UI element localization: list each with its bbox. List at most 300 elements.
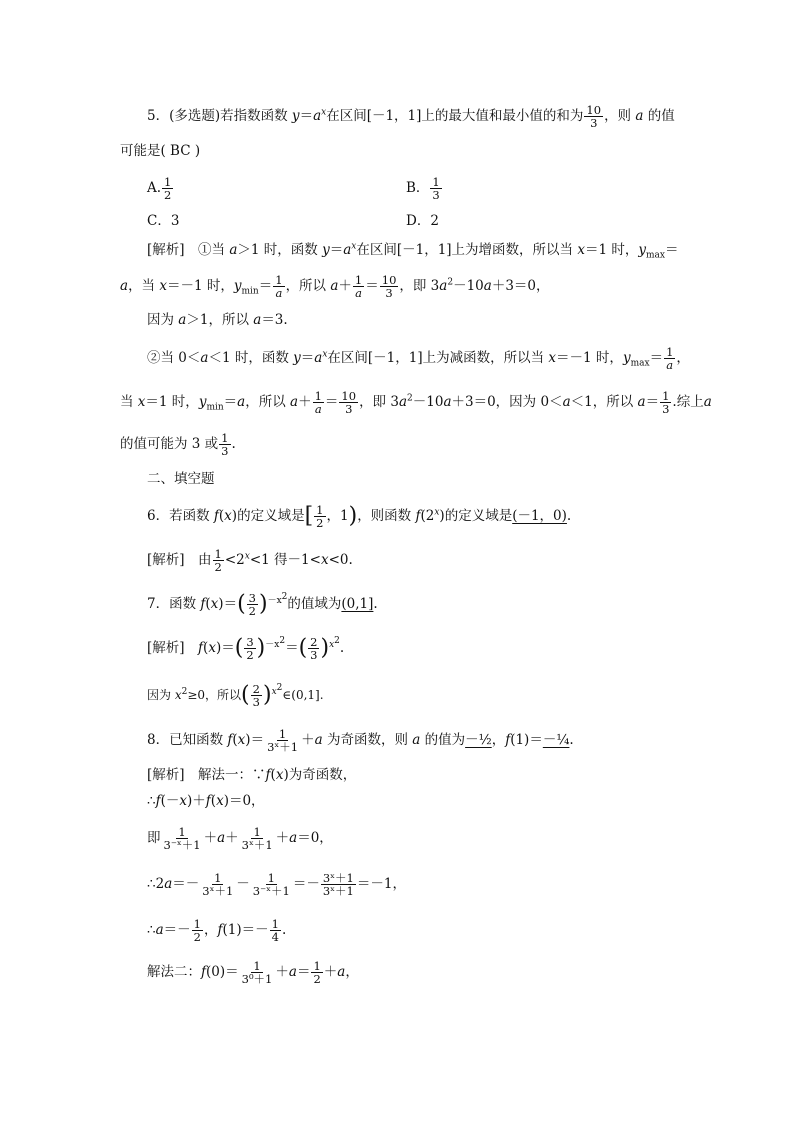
var: a [313,108,322,124]
fraction [273,274,284,299]
t: a [229,242,238,258]
t: f [505,732,511,748]
t: f [213,508,219,524]
t: ②当 0＜ [147,350,201,366]
t: ＝ [296,964,311,980]
t: f [205,793,211,809]
t: ， [676,350,690,366]
t: )＝ [218,596,238,612]
text: 的值 [643,108,675,124]
t: ＝ [649,350,664,366]
t: 即 [147,830,161,846]
t: ＝ [300,350,315,366]
t: ＝－ [172,876,200,892]
t: <1 得－1< [249,552,321,568]
t: 8．已知函数 [147,732,228,748]
close-paren: ) [256,635,266,661]
t: (1)＝ [510,732,543,748]
close-paren: ) [348,503,358,529]
t: <2 [224,552,245,568]
fraction [240,960,275,985]
t: min [241,286,259,297]
num: 1 [278,727,287,741]
num: 1 [275,273,283,287]
t: － [236,876,250,892]
fraction [247,592,258,617]
t: ( [218,508,225,524]
t: a [483,278,492,294]
t: 的值可能为 3 或 [120,436,219,452]
answer-blank-f1: －¼ [542,732,570,748]
t: f [198,640,204,656]
t: a [343,242,352,258]
t: ＜1 时，函数 [208,350,294,366]
q6-stem [147,504,571,529]
t: )的定义域是 [231,508,305,524]
t: ＋ [275,964,289,980]
q6-solution [147,548,353,573]
num: 1 [313,959,321,973]
den: 2 [164,188,172,202]
den: 3 [252,695,260,709]
t: 为奇函数，则 [322,732,413,748]
fraction [251,683,262,708]
text: ＝ [299,108,314,124]
exponent: x [321,107,327,118]
fraction [321,872,356,897]
t: 在区间[－1，1]上为增函数，所以当 [356,242,578,258]
q8-solution-line6 [147,960,359,985]
t: ＝0， [297,830,333,846]
var: a [635,108,644,124]
t: x [275,767,284,783]
t: )＝ [215,640,235,656]
t: ( [270,767,276,783]
t: ＋ [298,394,312,410]
close-paren: ) [262,682,272,708]
t: 2 [279,635,286,646]
t: a [439,278,448,294]
t: ＝ [645,394,660,410]
t: a [330,278,339,294]
num: 1 [267,871,275,885]
t: ＜1，所以 [570,394,638,410]
fraction [162,176,173,201]
t: ＝－ [292,876,320,892]
t: －x [267,595,282,606]
t: ＝1 时， [584,242,639,258]
fraction [311,960,322,985]
t: ，即 3 [359,394,399,410]
t: a [314,732,323,748]
num: 1 [164,175,172,189]
t: (－ [160,793,180,809]
open-paren: ( [234,635,244,661]
t: y [322,242,330,258]
den: 3 [310,648,318,662]
t: ＝－1 时， [166,278,234,294]
num: 1 [193,917,201,931]
num: 1 [271,917,279,931]
t: . [566,508,572,524]
t: a [562,394,571,410]
num: 1 [178,825,186,839]
t: a [178,312,187,328]
t: a [288,964,297,980]
t: f [200,596,206,612]
t: ＝ [365,278,379,294]
fraction [430,176,441,201]
label: B． [406,180,430,196]
t: a [200,350,209,366]
t: max [630,358,650,369]
t: x [224,508,232,524]
t: a [237,394,246,410]
t: f [155,793,161,809]
t: . [373,596,378,612]
den: 3 [345,402,353,416]
t: －x [265,639,280,650]
t: a [289,830,298,846]
t: ( [203,640,209,656]
open-paren: ( [241,682,250,708]
t: a [155,922,164,938]
q5-solution-line5 [120,390,712,415]
t: x [216,793,224,809]
t: 解法二： [147,964,201,980]
t: (0)＝ [206,964,239,980]
t: a [412,732,421,748]
text: ，则 [604,108,636,124]
fraction [270,918,281,943]
answer-blank-a: －½ [465,732,492,748]
num: 10 [341,389,357,403]
t: a [314,350,323,366]
q5-solution-line4 [147,346,690,371]
q7-solution-line1 [147,636,344,661]
t: ， [491,732,506,748]
t: x [210,596,219,612]
t: f [415,508,421,524]
t: ＋ [225,830,239,846]
t: <0. [328,552,353,568]
t: ＋ [275,830,290,846]
t: 的值为 [420,732,466,748]
den: 2 [214,560,222,574]
t: )＋ [187,793,206,809]
t: x [329,639,335,650]
den: a [666,358,674,372]
t: f [217,922,223,938]
fraction [339,390,358,415]
den: a [355,286,363,300]
t: a [120,278,129,294]
q5-stem-line1 [147,104,675,129]
t: [解析] [147,640,199,656]
t: ( [210,793,217,809]
t: ＋ [338,278,352,294]
fraction [308,636,319,661]
t: ，则函数 [357,508,416,524]
num: 10 [586,103,602,117]
q5-stem-line2: 可能是( BC ) [120,143,201,159]
num: 2 [310,635,318,649]
t: ＞1 时，函数 [237,242,323,258]
t: ＝3. [261,312,288,328]
t: 2 [407,393,413,404]
num: 1 [314,389,322,403]
fraction [162,826,203,851]
t: x [137,394,146,410]
t: . [281,922,287,938]
t: －10 [412,394,444,410]
t: [解析] ①当 [147,242,230,258]
fraction [213,548,224,573]
t: ，当 [128,278,160,294]
t: f [265,767,271,783]
t: ＋3＝0， [491,278,550,294]
t: f [201,964,206,980]
open-paren: ( [237,591,246,617]
t: ＝ [665,242,679,258]
t: y [622,350,631,366]
t: ＋ [203,830,218,846]
num: 1 [214,871,222,885]
den: 3ˣ＋1 [241,838,273,852]
t: ，所以 [285,278,331,294]
t: x [577,242,585,258]
fraction [584,104,603,129]
t: 6．若函数 [147,508,214,524]
t: a [164,876,173,892]
q5-solution-line6 [120,432,236,457]
den: 3⁻ˣ＋1 [163,838,201,852]
q7-solution-line2 [147,683,324,708]
fraction [200,872,235,897]
fraction [380,274,399,299]
q5-solution-line2 [120,274,550,299]
t: f [227,732,233,748]
answer-blank: (－1，0) [512,508,567,524]
t: 在区间[－1，1]上为减函数，所以当 [327,350,549,366]
t: ∴ [147,922,156,938]
label: A. [147,180,162,196]
t: )＝0， [223,793,265,809]
t: y [293,350,301,366]
t: y [233,278,242,294]
t: y [198,394,207,410]
t: a [253,312,262,328]
num: 1 [253,825,261,839]
den: 2 [313,972,321,986]
den: 2 [193,930,201,944]
den: a [275,286,283,300]
t: x [434,507,440,518]
fraction [660,390,671,415]
text: 5．(多选题)若指数函数 [147,108,292,124]
t: )的定义域是 [439,508,513,524]
t: a [443,394,452,410]
t: ，所以 [245,394,291,410]
t: ∴2 [147,876,165,892]
num: 10 [381,273,397,287]
t: a [217,830,226,846]
t: a [703,394,712,410]
close-paren: ) [259,591,268,617]
t: ＝ [258,278,273,294]
t: ＝ [223,394,238,410]
den: 3⁰＋1 [241,972,273,986]
den: 3 [590,116,598,130]
q8-solution-line5 [147,918,286,943]
t: ＝ [329,242,344,258]
t: .综上 [672,394,704,410]
q5-option-b [406,176,443,201]
t: )＝ [245,732,265,748]
t: 2 [334,635,340,646]
t: ，即 3 [399,278,440,294]
t: )为奇函数， [283,767,357,783]
open-bracket: [ [304,503,314,529]
den: 3 [221,444,229,458]
num: 1 [666,345,674,359]
q5-option-d: D．2 [406,213,439,229]
t: ， [203,922,218,938]
den: 3⁻ˣ＋1 [252,884,290,898]
q5-option-a [147,176,174,201]
q5-solution-line1 [147,241,679,259]
t: 2 [181,687,188,697]
t: x [351,241,357,252]
fraction [192,918,203,943]
t: ＝1 时， [145,394,199,410]
t: 7．函数 [147,596,201,612]
num: 3 [248,591,256,605]
fraction [219,432,230,457]
t: ＞1，所以 [186,312,254,328]
t: [解析] 解法一：∵ [147,767,266,783]
t: x [322,349,328,360]
t: 因为 [147,312,179,328]
t: ，1 [326,508,349,524]
fraction [265,728,300,753]
fraction [664,346,675,371]
text: 在区间[－1，1]上的最大值和最小值的和为 [326,108,584,124]
t: x [320,552,329,568]
q8-solution-line3 [147,826,333,851]
section-title: 二、填空题 [147,471,215,487]
den: a [314,402,322,416]
t: ∴ [147,793,156,809]
num: 2 [252,682,260,696]
t: ＋3＝0，因为 0＜ [451,394,563,410]
den: 2 [246,648,254,662]
t: a [290,394,299,410]
t: ＝－1 时， [556,350,623,366]
num: 1 [221,431,229,445]
t: ＝－ [163,922,191,938]
t: x [271,687,277,697]
fraction [313,390,324,415]
t: x [237,732,246,748]
t: max [646,250,665,261]
t: . [569,732,574,748]
q7-stem [147,592,378,617]
t: y [638,242,647,258]
close-paren: ) [320,635,330,661]
num: 1 [214,547,222,561]
t: ＝－1， [356,876,406,892]
t: [解析] 由 [147,552,212,568]
fraction [244,636,255,661]
t: x [208,640,216,656]
fraction [251,872,292,897]
q8-solution-line1 [147,766,356,784]
t: 因为 [147,688,175,702]
den: 3 [385,286,393,300]
t: 2 [276,683,283,693]
t: . [231,436,236,452]
t: (2 [420,508,435,524]
t: x [179,793,187,809]
t: ≥0，所以 [187,688,242,702]
t: 当 [120,394,138,410]
t: ＋ [323,964,338,980]
t: ＋ [301,732,315,748]
t: ∈(0,1]. [282,688,324,702]
den: 3 [432,188,440,202]
q5-solution-line3 [147,311,288,329]
answer-blank: (0,1] [341,596,374,612]
t: 2 [281,591,288,602]
num: 1 [432,175,440,189]
q5-option-c: C．3 [147,213,180,229]
t: x [174,688,182,702]
fraction [314,504,325,529]
q8-solution-line2 [147,792,265,810]
t: x [159,278,167,294]
t: ( [205,596,211,612]
q8-stem [147,728,574,753]
t: a [398,394,408,410]
t: min [206,402,224,413]
var: y [291,108,300,124]
num: 3ˣ＋1 [322,871,354,885]
fraction [240,826,275,851]
num: 1 [253,959,261,973]
t: ， [345,964,359,980]
t: 的值域为 [287,596,342,612]
t: . [339,640,345,656]
den: 3 [662,402,670,416]
t: (1)＝－ [222,922,269,938]
num: 1 [662,389,670,403]
den: 3ˣ＋1 [322,884,354,898]
t: x [244,551,250,562]
den: 3ˣ＋1 [267,740,299,754]
t: ＝ [324,394,339,410]
t: x [548,350,557,366]
num: 3 [246,635,254,649]
num: 1 [354,273,363,287]
den: 3ˣ＋1 [202,884,234,898]
t: －10 [453,278,484,294]
t: ( [232,732,238,748]
t: a [337,964,346,980]
den: 2 [316,516,324,530]
t: ＝ [285,640,299,656]
num: 1 [316,503,324,517]
